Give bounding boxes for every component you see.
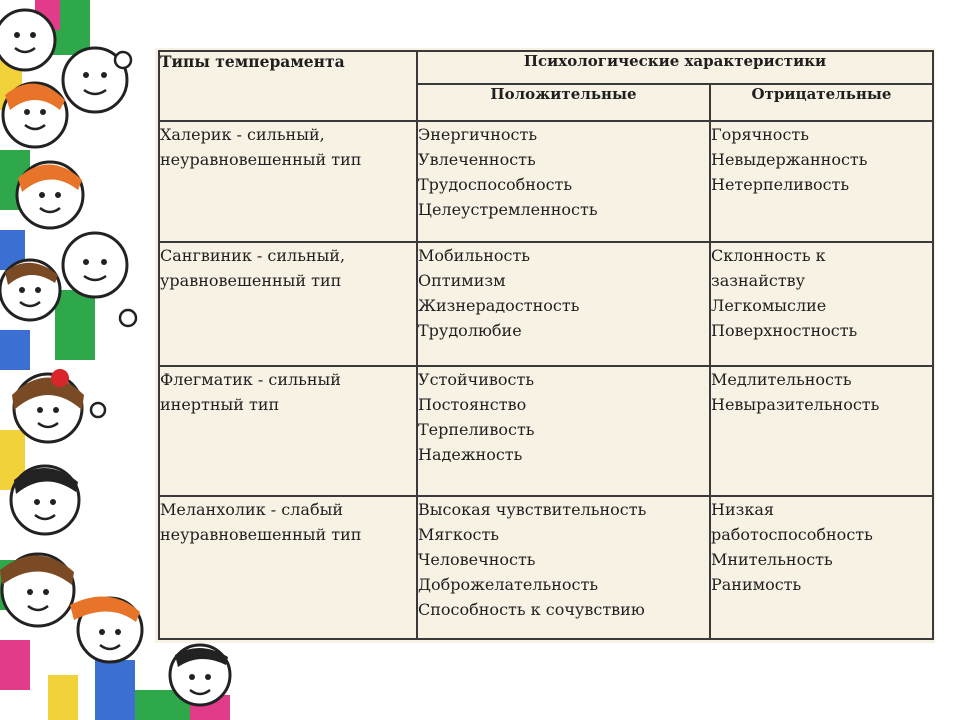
shirt-shape: [0, 640, 30, 690]
positive-cell: [417, 121, 710, 242]
negative-cell: [710, 496, 933, 639]
list-item: Человечность: [418, 550, 536, 569]
list-item: Целеустремленность: [418, 200, 598, 219]
header-positive: Положительные: [417, 84, 710, 121]
list-item: Нетерпеливость: [711, 175, 850, 194]
type-cell: [159, 366, 417, 496]
type-cell: [159, 121, 417, 242]
negative-cell: [710, 121, 933, 242]
list-item: Легкомыслие: [711, 296, 827, 315]
list-item: Энергичность: [418, 125, 538, 144]
temperament-table: [158, 50, 934, 640]
list-item: Трудолюбие: [418, 321, 522, 340]
list-item: Медлительность: [711, 370, 852, 389]
positive-cell: [417, 242, 710, 366]
child-face-icon: [63, 233, 127, 297]
list-item: Мнительность: [711, 550, 833, 569]
hand-shape: [115, 52, 131, 68]
list-item: Поверхностность: [711, 321, 858, 340]
list-item: работоспособность: [711, 525, 873, 544]
positive-cell: [417, 496, 710, 639]
negative-cell: [710, 366, 933, 496]
shirt-shape: [0, 330, 30, 370]
type-line: неуравновешенный тип: [160, 150, 362, 169]
hand-shape: [91, 403, 105, 417]
type-line: Флегматик - сильный: [160, 370, 341, 389]
table-row: [159, 496, 933, 639]
bow-shape: [51, 369, 69, 387]
type-line: уравновешенный тип: [160, 271, 342, 290]
type-cell: [159, 496, 417, 639]
list-item: Невыразительность: [711, 395, 880, 414]
shirt-shape: [55, 290, 95, 360]
table-row: [159, 366, 933, 496]
list-item: Оптимизм: [418, 271, 506, 290]
list-item: Способность к сочувствию: [418, 600, 645, 619]
type-line: неуравновешенный тип: [160, 525, 362, 544]
type-line: Халерик - сильный,: [160, 125, 325, 144]
shirt-shape: [95, 660, 135, 720]
list-item: Жизнерадостность: [418, 296, 580, 315]
list-item: Мобильность: [418, 246, 531, 265]
list-item: Мягкость: [418, 525, 500, 544]
list-item: Ранимость: [711, 575, 802, 594]
list-item: Увлеченность: [418, 150, 536, 169]
positive-cell: [417, 366, 710, 496]
table-row: [159, 242, 933, 366]
header-psych-characteristics: Психологические характеристики: [417, 51, 933, 84]
list-item: Терпеливость: [418, 420, 535, 439]
shirt-shape: [48, 675, 78, 720]
list-item: зазнайству: [711, 271, 806, 290]
list-item: Невыдержанность: [711, 150, 868, 169]
negative-cell: [710, 242, 933, 366]
header-types: Типы темперамента: [159, 51, 417, 121]
list-item: Надежность: [418, 445, 523, 464]
list-item: Низкая: [711, 500, 774, 519]
type-line: Меланхолик - слабый: [160, 500, 343, 519]
list-item: Устойчивость: [418, 370, 535, 389]
list-item: Склонность к: [711, 246, 826, 265]
child-face-icon: [0, 10, 55, 70]
list-item: Трудоспособность: [418, 175, 573, 194]
list-item: Горячность: [711, 125, 809, 144]
type-line: инертный тип: [160, 395, 280, 414]
list-item: Доброжелательность: [418, 575, 599, 594]
hand-shape: [120, 310, 136, 326]
type-cell: [159, 242, 417, 366]
list-item: Постоянство: [418, 395, 527, 414]
list-item: Высокая чувствительность: [418, 500, 647, 519]
type-line: Сангвиник - сильный,: [160, 246, 346, 265]
header-negative: Отрицательные: [710, 84, 933, 121]
table-row: [159, 121, 933, 242]
